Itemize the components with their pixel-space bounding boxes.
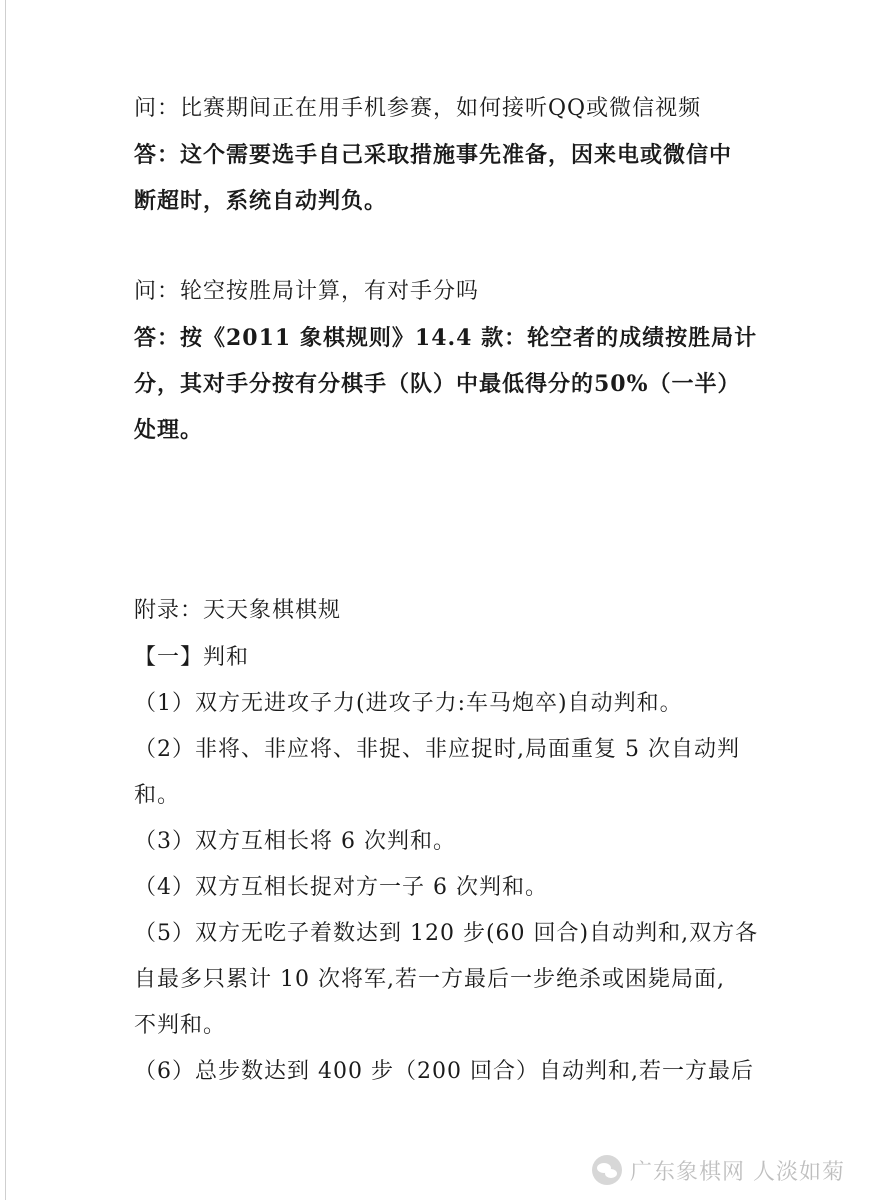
answer-2-line-1: 答：按《2011 象棋规则》14.4 款：轮空者的成绩按胜局计 [134,325,758,351]
question-1: 问：比赛期间正在用手机参赛，如何接听QQ或微信视频 [134,96,702,121]
rule-line: （3）双方互相长将 6 次判和。 [134,829,456,854]
page-edge-line [5,0,6,1200]
section-heading: 【一】判和 [134,645,250,670]
rule-line: （6）总步数达到 400 步（200 回合）自动判和,若一方最后 [134,1059,754,1084]
answer-1-line-1: 答：这个需要选手自己采取措施事先准备，因来电或微信中 [134,142,733,168]
watermark-text: 广东象棋网 人淡如菊 [630,1159,845,1185]
rule-line: （4）双方互相长捉对方一子 6 次判和。 [134,875,548,900]
answer-2-line-2: 分，其对手分按有分棋手（队）中最低得分的50%（一半） [134,371,741,397]
rule-line: 自最多只累计 10 次将军,若一方最后一步绝杀或困毙局面, [134,967,725,992]
rule-line: （5）双方无吃子着数达到 120 步(60 回合)自动判和,双方各 [134,921,759,946]
answer-1-line-2: 断超时，系统自动判负。 [134,188,388,214]
rule-line: 和。 [134,783,181,808]
rule-line: （2）非将、非应将、非捉、非应捉时,局面重复 5 次自动判 [134,737,740,762]
wechat-icon [592,1155,622,1185]
appendix-title: 附录：天天象棋棋规 [134,598,342,623]
watermark [592,1150,845,1190]
rule-line: 不判和。 [134,1013,227,1038]
answer-2-line-3: 处理。 [134,417,204,443]
question-2: 问：轮空按胜局计算，有对手分吗 [134,279,480,304]
rule-line: （1）双方无进攻子力(进攻子力:车马炮卒)自动判和。 [134,691,683,716]
